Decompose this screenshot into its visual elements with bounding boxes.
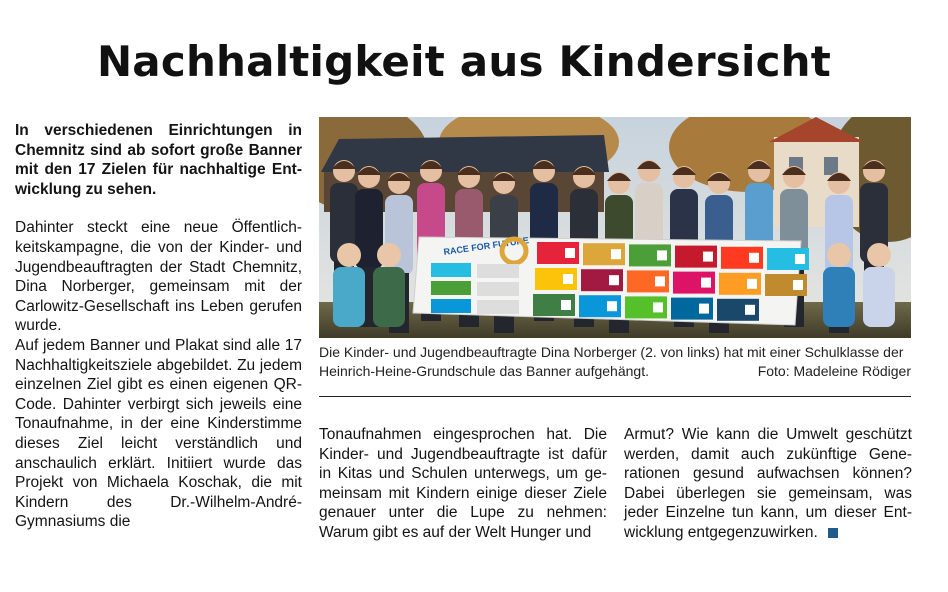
photo-sdg-qr [611,249,621,259]
photo-caption [319,343,911,381]
photo-child-front-body [373,267,405,327]
article-lead: In verschiedenen Einrichtungen in Chemnitz sind ab sofort große Banner mit den 17 Zielen für nachhaltige Entwicklung zu sehen. [15,122,302,198]
column-divider [319,396,911,397]
photo-caption-text: Die Kinder- und Jugendbeauftragte Dina Norberger (2. von links) hat mit einer Schulklasse der Heinrich-Heine-Grundschule das Banner aufgehängt. [319,344,904,379]
article-paragraph-2: Auf jedem Banner und Plakat sind alle 17 Nachhaltigkeitsziele abgebildet. Zu jedem einzelnen Ziel gibt es einen eigenen QR-Code. Dahinter verbirgt sich jeweils eine Tonaufnahme, in der eine Kinderstimme dieses Ziel leicht verständlich und anschaulich erklärt. Initiiert wurde das Projekt von Michaela Koschak, die mit Kindern des Dr.-Wilhelm-André-Gymnasiums die [15,336,302,531]
article-end-mark [828,528,838,538]
photo-sdg-qr [565,248,575,258]
photo-sdg-qr [699,304,709,314]
photo-sdg-tile [431,263,471,277]
article-paragraph-4-text: Armut? Wie kann die Umwelt geschützt werden, damit auch zukünftige Generationen gesund aufwachsen können? Dabei überlegen sie gemeinsam, was jeder Einzelne tun kann, um dieser Entwicklung entgegenzuwirken. [624,426,912,541]
photo-house-window [824,157,838,175]
photo-sdg-qr [703,252,713,262]
photo-credit: Foto: Madeleine Rödiger [757,363,911,379]
photo-child-front-head [867,243,891,267]
photo-sdg-qr [701,278,711,288]
photo-sdg-tile [477,300,519,314]
photo-child-front-head [827,243,851,267]
photo-sdg-tile [431,281,471,295]
photo-sdg-tile [431,299,471,313]
photo-banner-title: RACE FOR FUTURE [442,235,530,257]
photo-child-front-body [823,267,855,327]
article-paragraph-4 [624,425,912,543]
photo-sdg-qr [657,250,667,260]
photo-child-front-body [863,267,895,327]
article-paragraph-1: Dahinter steckt eine neue Öffentlichkeitskampagne, die von der Kinder- und Jugendbeauftragten der Stadt Chemnitz, Dina Norberger, gemeinsam mit der Carlowitz-Gesellschaft ins Leben gerufen wurde. [15,219,302,335]
photo-shed-roof [321,135,609,172]
photo-sdg-qr [745,305,755,315]
photo-sdg-qr [749,253,759,263]
photo-sdg-qr [795,254,805,264]
photo-child-front-head [377,243,401,267]
photo-sdg-qr [653,302,663,312]
photo-sdg-qr [609,275,619,285]
photo-sdg-qr [563,274,573,284]
article-photo [319,117,911,338]
photo-sdg-tile [477,282,519,296]
article-column-3 [624,425,912,543]
article-column-2 [319,425,607,543]
photo-sdg-qr [607,301,617,311]
photo-sdg-tile [477,264,519,278]
photo-child-front-body [333,267,365,327]
photo-sdg-qr [561,300,571,310]
article-column-1 [15,121,302,532]
photo-sdg-qr [793,280,803,290]
photo-sdg-qr [747,279,757,289]
photo-child-front-head [337,243,361,267]
article-paragraph-3: Tonaufnahmen eingesprochen hat. Die Kinder- und Jugendbeauftragte ist dafür in Kitas und Schulen unterwegs, um gemeinsam mit Kindern einige dieser Ziele genauer unter die Lupe zu nehmen: Warum gibt es auf der Welt Hunger und [319,426,607,541]
article-headline: Nachhaltigkeit aus Kindersicht [96,37,832,86]
photo-sdg-qr [655,276,665,286]
